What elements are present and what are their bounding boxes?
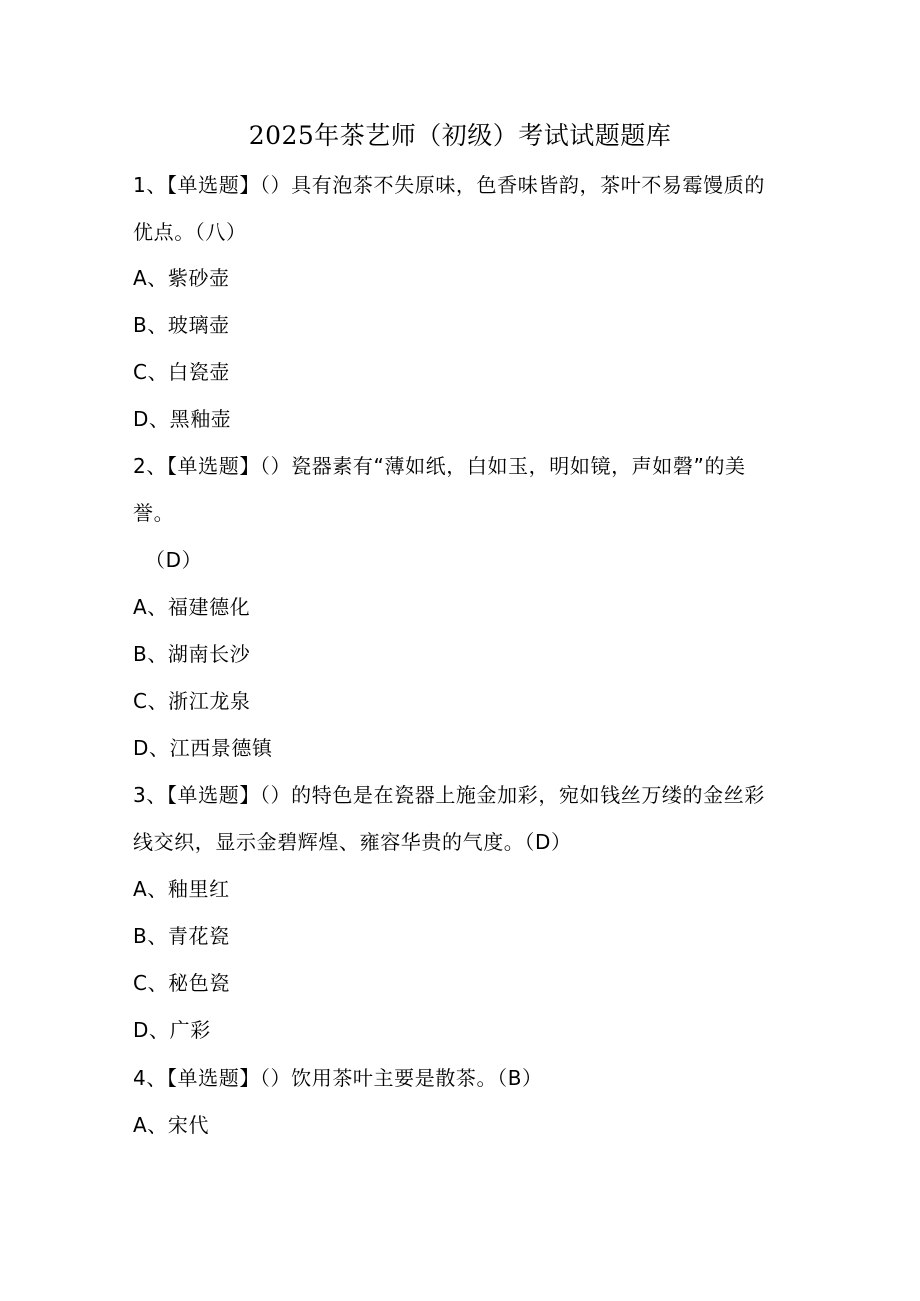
question-3-stem-line-2: 线交织，显示金碧辉煌、雍容华贵的气度。（D）	[133, 830, 572, 854]
question-3-option-b: B、青花瓷	[133, 924, 230, 948]
question-2-answer: （D）	[145, 548, 203, 572]
question-2-option-b: B、湖南长沙	[133, 642, 251, 666]
question-3-stem-line-1: 3、【单选题】（）的特色是在瓷器上施金加彩，宛如钱丝万缕的金丝彩	[133, 783, 765, 807]
question-4-stem-line-1: 4、【单选题】（）饮用茶叶主要是散茶。（B）	[133, 1066, 543, 1090]
question-3-option-d: D、广彩	[133, 1018, 211, 1042]
question-3-option-a: A、釉里红	[133, 877, 230, 901]
question-1-option-d: D、黑釉壶	[133, 407, 232, 431]
question-4-option-a: A、宋代	[133, 1113, 210, 1137]
question-1-option-a: A、紫砂壶	[133, 266, 230, 290]
question-1-option-c: C、白瓷壶	[133, 360, 230, 384]
question-2-stem-line-2: 誉。	[133, 501, 175, 525]
question-2-stem-line-1: 2、【单选题】（）瓷器素有“薄如纸，白如玉，明如镜，声如磬”的美	[133, 454, 746, 478]
document-title: 2025年茶艺师（初级）考试试题题库	[248, 121, 672, 150]
question-1-stem-line-1: 1、【单选题】（）具有泡茶不失原味，色香味皆韵，茶叶不易霉馒质的	[133, 173, 765, 197]
question-1-option-b: B、玻璃壶	[133, 313, 230, 337]
question-3-option-c: C、秘色瓷	[133, 971, 230, 995]
question-2-option-d: D、江西景德镇	[133, 736, 273, 760]
question-2-option-c: C、浙江龙泉	[133, 689, 251, 713]
question-1-stem-line-2: 优点。（八）	[133, 220, 247, 244]
question-2-option-a: A、福建德化	[133, 595, 251, 619]
